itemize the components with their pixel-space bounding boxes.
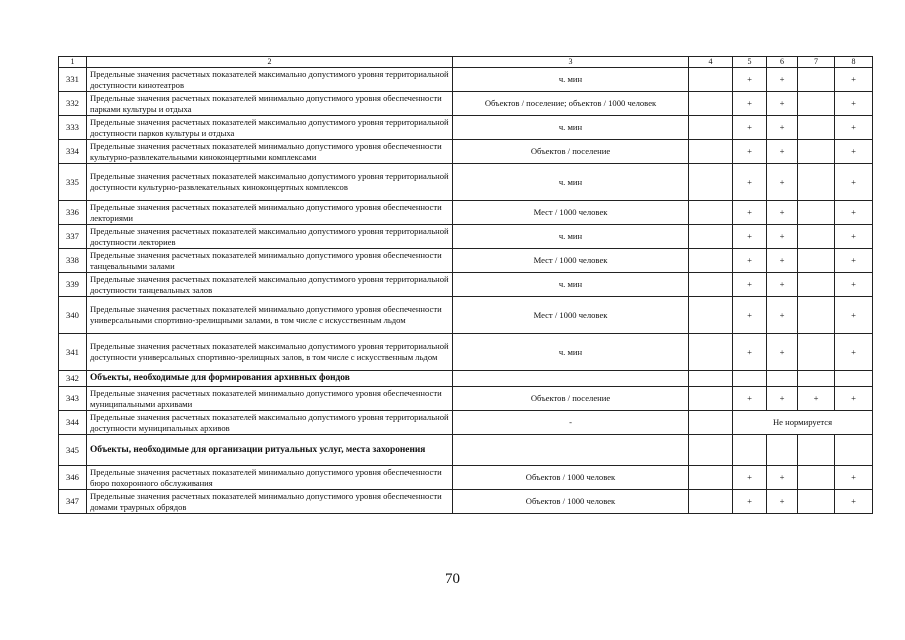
row-number: 336 (59, 201, 87, 225)
col6-cell: + (767, 249, 798, 273)
col4-cell (689, 225, 733, 249)
col6-cell: + (767, 164, 798, 201)
col5-cell: + (733, 334, 767, 371)
col4-cell (689, 435, 733, 466)
col6-cell: + (767, 116, 798, 140)
section-title: Объекты, необходимые для организации ритуальных услуг, места захоронения (87, 435, 453, 466)
unit-cell: ч. мин (453, 225, 689, 249)
unit-cell: Объектов / поселение; объектов / 1000 человек (453, 92, 689, 116)
unit-cell: ч. мин (453, 116, 689, 140)
header-cell: 8 (835, 57, 873, 68)
col8-cell (835, 371, 873, 387)
col5-cell (733, 435, 767, 466)
col6-cell (767, 371, 798, 387)
unit-cell: Мест / 1000 человек (453, 201, 689, 225)
table-row (59, 68, 873, 92)
col8-cell: + (835, 225, 873, 249)
col7-cell (798, 68, 835, 92)
col6-cell: + (767, 490, 798, 514)
row-number: 344 (59, 411, 87, 435)
table-row (59, 387, 873, 411)
indicator-name: Предельные значения расчетных показателей минимально допустимого уровня обеспеченности бюро похоронного обслуживания (87, 466, 453, 490)
table-row (59, 490, 873, 514)
unit-cell: - (453, 411, 689, 435)
col5-cell: + (733, 92, 767, 116)
col4-cell (689, 371, 733, 387)
col5-cell: + (733, 164, 767, 201)
col8-cell: + (835, 164, 873, 201)
col7-cell (798, 249, 835, 273)
page-number: 70 (445, 571, 460, 587)
table-row (59, 466, 873, 490)
col7-cell (798, 164, 835, 201)
indicator-name: Предельные значения расчетных показателей минимально допустимого уровня обеспеченности муниципальными архивами (87, 387, 453, 411)
table-row (59, 116, 873, 140)
table-row (59, 164, 873, 201)
table-row (59, 249, 873, 273)
unit-cell: Объектов / поселение (453, 140, 689, 164)
col4-cell (689, 249, 733, 273)
col6-cell: + (767, 466, 798, 490)
row-number: 332 (59, 92, 87, 116)
header-cell: 6 (767, 57, 798, 68)
indicator-name: Предельные значения расчетных показателей максимально допустимого уровня территориальной доступности универсальных спортивно-зрелищных залов, в том числе с искусственным льдом (87, 334, 453, 371)
row-number: 342 (59, 371, 87, 387)
col8-cell: + (835, 201, 873, 225)
col5-cell: + (733, 387, 767, 411)
col6-cell: + (767, 225, 798, 249)
table-row (59, 201, 873, 225)
col4-cell (689, 164, 733, 201)
indicator-name: Предельные значения расчетных показателей максимально допустимого уровня территориальной доступности парков культуры и отдыха (87, 116, 453, 140)
col6-cell: + (767, 297, 798, 334)
not-normalized-cell: Не нормируется (733, 411, 873, 435)
row-number: 333 (59, 116, 87, 140)
header-row (59, 57, 873, 68)
col5-cell: + (733, 140, 767, 164)
col6-cell: + (767, 92, 798, 116)
col7-cell (798, 273, 835, 297)
header-cell: 2 (87, 57, 453, 68)
norms-table (58, 56, 873, 514)
col8-cell: + (835, 249, 873, 273)
col6-cell: + (767, 68, 798, 92)
col5-cell (733, 371, 767, 387)
row-number: 343 (59, 387, 87, 411)
col8-cell: + (835, 140, 873, 164)
col5-cell: + (733, 490, 767, 514)
col6-cell: + (767, 387, 798, 411)
header-cell: 1 (59, 57, 87, 68)
col4-cell (689, 201, 733, 225)
indicator-name: Предельные значения расчетных показателей максимально допустимого уровня территориальной доступности танцевальных залов (87, 273, 453, 297)
table-row (59, 225, 873, 249)
indicator-name: Предельные значения расчетных показателей максимально допустимого уровня территориальной доступности лекториев (87, 225, 453, 249)
indicator-name: Предельные значения расчетных показателей минимально допустимого уровня обеспеченности парками культуры и отдыха (87, 92, 453, 116)
header-cell: 4 (689, 57, 733, 68)
col7-cell (798, 371, 835, 387)
col5-cell: + (733, 273, 767, 297)
unit-cell: ч. мин (453, 334, 689, 371)
col8-cell: + (835, 490, 873, 514)
col8-cell: + (835, 92, 873, 116)
col7-cell: + (798, 387, 835, 411)
row-number: 346 (59, 466, 87, 490)
col4-cell (689, 92, 733, 116)
table-row (59, 92, 873, 116)
header-cell: 7 (798, 57, 835, 68)
table-row (59, 371, 873, 387)
col8-cell: + (835, 387, 873, 411)
indicator-name: Предельные значения расчетных показателей максимально допустимого уровня территориальной доступности культурно-развлекательных киноконцертных комплексов (87, 164, 453, 201)
col4-cell (689, 334, 733, 371)
col4-cell (689, 490, 733, 514)
section-title: Объекты, необходимые для формирования архивных фондов (87, 371, 453, 387)
unit-cell: Объектов / 1000 человек (453, 490, 689, 514)
indicator-name: Предельные значения расчетных показателей минимально допустимого уровня обеспеченности культурно-развлекательными киноконцертными комплексами (87, 140, 453, 164)
row-number: 335 (59, 164, 87, 201)
indicator-name: Предельные значения расчетных показателей максимально допустимого уровня территориальной доступности кинотеатров (87, 68, 453, 92)
col8-cell: + (835, 68, 873, 92)
table-row (59, 435, 873, 466)
col8-cell: + (835, 297, 873, 334)
unit-cell (453, 435, 689, 466)
col6-cell: + (767, 201, 798, 225)
col8-cell: + (835, 334, 873, 371)
row-number: 339 (59, 273, 87, 297)
table-row (59, 411, 873, 435)
unit-cell (453, 371, 689, 387)
indicator-name: Предельные значения расчетных показателей минимально допустимого уровня обеспеченности универсальными спортивно-зрелищными залами, в том числе с искусственным льдом (87, 297, 453, 334)
row-number: 345 (59, 435, 87, 466)
col4-cell (689, 273, 733, 297)
col7-cell (798, 435, 835, 466)
header-cell: 3 (453, 57, 689, 68)
row-number: 341 (59, 334, 87, 371)
col5-cell: + (733, 466, 767, 490)
col6-cell: + (767, 334, 798, 371)
col7-cell (798, 297, 835, 334)
col4-cell (689, 68, 733, 92)
unit-cell: Объектов / 1000 человек (453, 466, 689, 490)
col4-cell (689, 466, 733, 490)
col7-cell (798, 116, 835, 140)
table-row (59, 273, 873, 297)
col7-cell (798, 490, 835, 514)
col4-cell (689, 411, 733, 435)
table-row (59, 334, 873, 371)
col8-cell: + (835, 116, 873, 140)
col5-cell: + (733, 297, 767, 334)
indicator-name: Предельные значения расчетных показателей минимально допустимого уровня обеспеченности танцевальными залами (87, 249, 453, 273)
row-number: 340 (59, 297, 87, 334)
row-number: 337 (59, 225, 87, 249)
col8-cell: + (835, 466, 873, 490)
col7-cell (798, 201, 835, 225)
col5-cell: + (733, 249, 767, 273)
col4-cell (689, 387, 733, 411)
unit-cell: ч. мин (453, 68, 689, 92)
col7-cell (798, 225, 835, 249)
col8-cell (835, 435, 873, 466)
col8-cell: + (835, 273, 873, 297)
col4-cell (689, 140, 733, 164)
header-cell: 5 (733, 57, 767, 68)
col7-cell (798, 334, 835, 371)
row-number: 334 (59, 140, 87, 164)
col5-cell: + (733, 225, 767, 249)
col6-cell: + (767, 273, 798, 297)
col7-cell (798, 140, 835, 164)
col5-cell: + (733, 116, 767, 140)
unit-cell: Мест / 1000 человек (453, 297, 689, 334)
col4-cell (689, 116, 733, 140)
unit-cell: Объектов / поселение (453, 387, 689, 411)
table-row (59, 140, 873, 164)
col6-cell (767, 435, 798, 466)
indicator-name: Предельные значения расчетных показателей максимально допустимого уровня территориальной доступности муниципальных архивов (87, 411, 453, 435)
table-row (59, 297, 873, 334)
col6-cell: + (767, 140, 798, 164)
row-number: 338 (59, 249, 87, 273)
row-number: 347 (59, 490, 87, 514)
unit-cell: ч. мин (453, 273, 689, 297)
row-number: 331 (59, 68, 87, 92)
col7-cell (798, 92, 835, 116)
unit-cell: ч. мин (453, 164, 689, 201)
col7-cell (798, 466, 835, 490)
col5-cell: + (733, 201, 767, 225)
unit-cell: Мест / 1000 человек (453, 249, 689, 273)
col5-cell: + (733, 68, 767, 92)
indicator-name: Предельные значения расчетных показателей минимально допустимого уровня обеспеченности домами траурных обрядов (87, 490, 453, 514)
indicator-name: Предельные значения расчетных показателей минимально допустимого уровня обеспеченности лекториями (87, 201, 453, 225)
col4-cell (689, 297, 733, 334)
